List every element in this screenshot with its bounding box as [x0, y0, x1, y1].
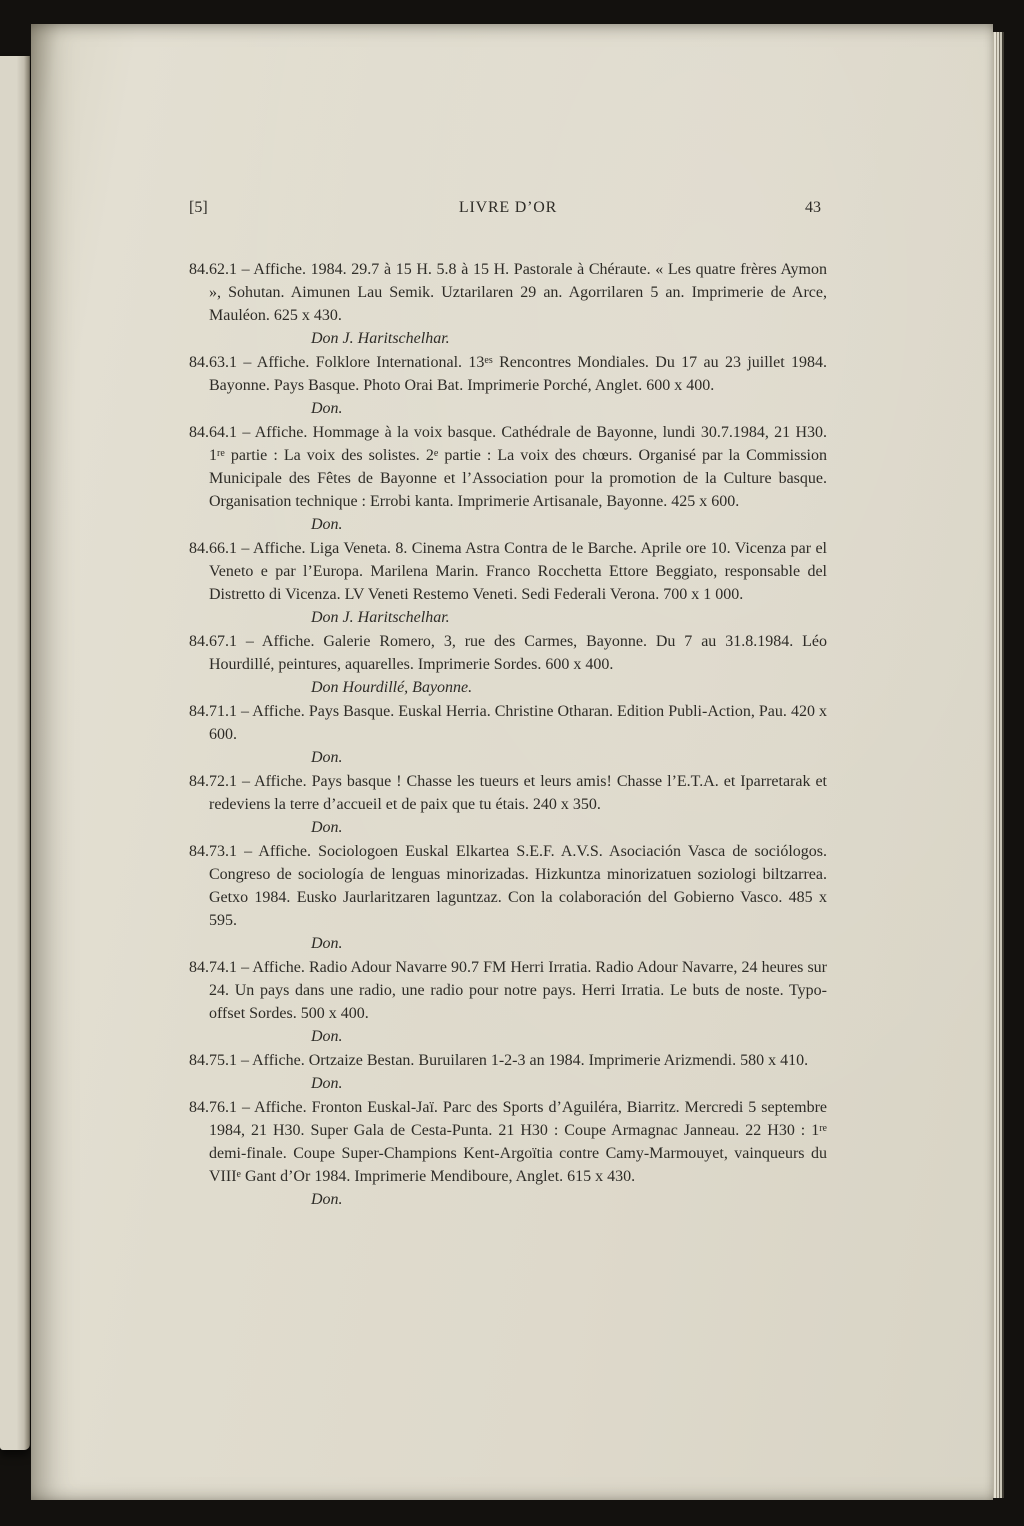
entry-number: 84.74.1: [189, 959, 237, 976]
page-stack-edges: [993, 32, 1004, 1498]
entry-number: 84.62.1: [189, 261, 237, 278]
donation-note: Don.: [311, 400, 343, 417]
donation-note: Don J. Haritschelhar.: [311, 330, 450, 347]
entry-text: [189, 956, 827, 1025]
entry-84-72-1: [189, 770, 827, 839]
book-page: [31, 24, 993, 1500]
entry-84-73-1: [189, 840, 827, 955]
entry-text: [189, 351, 827, 397]
page-number: 43: [805, 199, 821, 216]
entry-number: 84.76.1: [189, 1099, 237, 1116]
entry-84-76-1: [189, 1096, 827, 1211]
entry-description: – Affiche. Pays basque ! Chasse les tueurs et leurs amis! Chasse l’E.T.A. et Iparretarak et redeviens la terre d’accueil et de paix que tu étais. 240 x 350.: [209, 773, 827, 813]
entry-number: 84.63.1: [189, 354, 237, 371]
entry-84-63-1: [189, 351, 827, 420]
donation-note: Don.: [311, 935, 343, 952]
entry-84-64-1: [189, 421, 827, 536]
entry-text: [189, 537, 827, 606]
entry-text: [189, 1096, 827, 1188]
entry-number: 84.73.1: [189, 843, 237, 860]
donation-note: Don.: [311, 749, 343, 766]
entry-description: – Affiche. Fronton Euskal-Jaï. Parc des Sports d’Aguiléra, Biarritz. Mercredi 5 septembre 1984, 21 H30. Super Gala de Cesta-Punta. 21 H30 : Coupe Armagnac Janneau. 22 H30 : 1re demi-finale. Coupe Super-Champions Kent-Argoïtia contre Camy-Marmouyet, vainqueurs du VIIIe Gant d’Or 1984. Imprimerie Mendiboure, Anglet. 615 x 430.: [209, 1099, 827, 1185]
entry-number: 84.64.1: [189, 424, 237, 441]
entry-number: 84.75.1: [189, 1052, 237, 1069]
entry-number: 84.71.1: [189, 703, 237, 720]
catalog-entries: [189, 258, 827, 1211]
entry-text: [189, 840, 827, 932]
entry-84-71-1: [189, 700, 827, 769]
entry-text: [189, 421, 827, 513]
entry-number: 84.66.1: [189, 540, 237, 557]
entry-description: – Affiche. Folklore International. $13^{es}$ Rencontres Mondiales. Du 17 au 23 juillet 1984. Bayonne. Pays Basque. Photo Orai Bat. Imprimerie Porché, Anglet. 600 x 400.: [209, 354, 827, 394]
entry-description: – Affiche. Sociologoen Euskal Elkartea S.E.F. A.V.S. Asociación Vasca de sociólogos. Congreso de sociología de lenguas minorizadas. Hizkuntza minorizatuen soziologi biltzarrea. Getxo 1984. Eusko Jaurlaritzaren laguntzaz. Con la colaboración del Gobierno Vasco. 485 x 595.: [209, 843, 827, 929]
entry-description: – Affiche. Hommage à la voix basque. Cathédrale de Bayonne, lundi 30.7.1984, 21 H30. 1re partie : La voix des solistes. 2e partie : La voix des chœurs. Organisé par la Commission Municipale des Fêtes de Bayonne et l’Association pour la promotion de la Culture basque. Organisation technique : Errobi kanta. Imprimerie Artisanale, Bayonne. 425 x 600.: [209, 424, 828, 510]
entry-description: – Affiche. 1984. 29.7 à 15 H. 5.8 à 15 H. Pastorale à Chéraute. « Les quatre frères Aymon », Sohutan. Aimunen Lau Semik. Uztarilaren 29 an. Agorrilaren 5 an. Imprimerie de Arce, Mauléon. 625 x 430.: [209, 261, 827, 324]
donation-note: Don.: [311, 1075, 343, 1092]
entry-description: – Affiche. Pays Basque. Euskal Herria. Christine Otharan. Edition Publi-Action, Pau. 420 x 600.: [209, 703, 827, 743]
running-title: LIVRE D’OR: [458, 199, 558, 216]
page-header: [189, 196, 827, 219]
entry-description: – Affiche. Liga Veneta. 8. Cinema Astra Contra de le Barche. Aprile ore 10. Vicenza par el Veneto e par l’Europa. Marilena Marin. Franco Rocchetta Ettore Beggiato, responsable del Distretto di Vicenza. LV Veneti Restemo Veneti. Sedi Federali Verona. 700 x 1 000.: [209, 540, 827, 603]
entry-text: [189, 770, 827, 816]
entry-84-66-1: [189, 537, 827, 629]
donation-note: Don J. Haritschelhar.: [311, 609, 450, 626]
donation-note: Don.: [311, 1028, 343, 1045]
entry-description: – Affiche. Radio Adour Navarre 90.7 FM Herri Irratia. Radio Adour Navarre, 24 heures sur 24. Un pays dans une radio, une radio pour notre pays. Herri Irratia. Le buts de noste. Typo-offset Sordes. 500 x 400.: [209, 959, 827, 1022]
entry-description: – Affiche. Ortzaize Bestan. Buruilaren 1-2-3 an 1984. Imprimerie Arizmendi. 580 x 410.: [237, 1052, 809, 1069]
entry-84-74-1: [189, 956, 827, 1048]
adjacent-page-edge: [0, 56, 30, 1450]
entry-84-75-1: [189, 1049, 827, 1095]
page-content: [189, 196, 827, 1212]
entry-text: [189, 1049, 827, 1072]
folio-bracket: [5]: [189, 199, 208, 216]
entry-text: [189, 630, 827, 676]
donation-note: Don.: [311, 516, 343, 533]
entry-description: – Affiche. Galerie Romero, 3, rue des Carmes, Bayonne. Du 7 au 31.8.1984. Léo Hourdillé, peintures, aquarelles. Imprimerie Sordes. 600 x 400.: [209, 633, 827, 673]
entry-84-67-1: [189, 630, 827, 699]
entry-84-62-1: [189, 258, 827, 350]
entry-text: [189, 700, 827, 746]
entry-number: 84.67.1: [189, 633, 237, 650]
donation-note: Don.: [311, 1191, 343, 1208]
donation-note: Don Hourdillé, Bayonne.: [311, 679, 473, 696]
entry-text: [189, 258, 827, 327]
entry-number: 84.72.1: [189, 773, 237, 790]
donation-note: Don.: [311, 819, 343, 836]
